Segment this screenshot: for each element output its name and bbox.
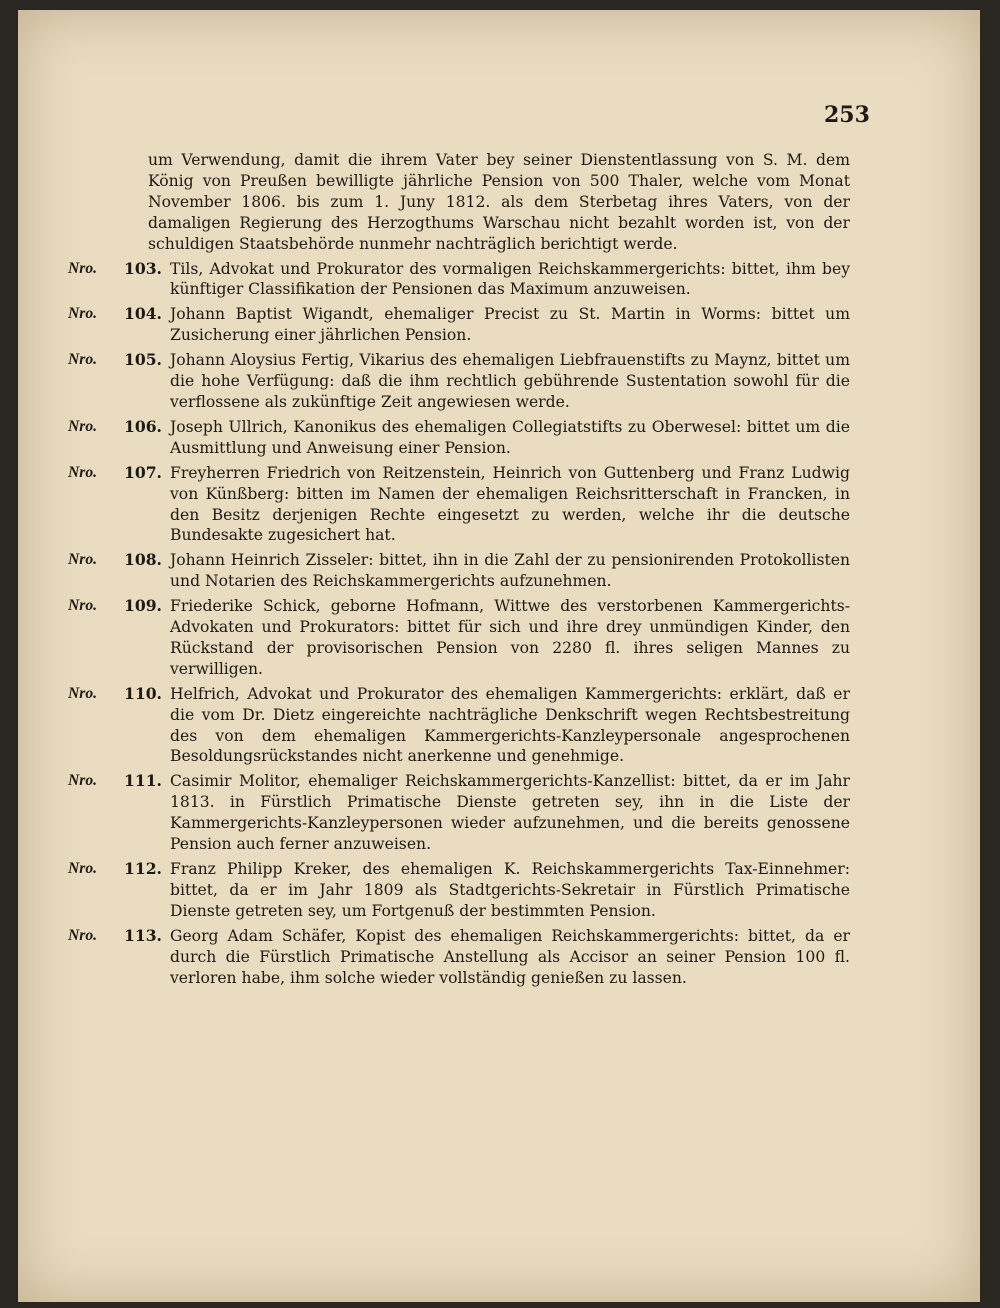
entry-prefix: Nro. <box>68 684 98 702</box>
entry-prefix: Nro. <box>68 860 98 877</box>
entry-number: 108. <box>124 550 162 570</box>
page-number: 253 <box>824 102 870 128</box>
continuation-paragraph <box>68 150 850 255</box>
entry-text: Freyherren Friedrich von Reitzenstein, Heinrich von Guttenberg und Franz Ludwig von Künßberg: bitten im Namen der ehemaligen Reichsritterschaft in Francken, in den Besitz derjenigen Rechte eingesetzt zu werden, welche ihr die deutsche Bundesakte zugesichert hat. <box>170 463 850 545</box>
entry-prefix: Nro. <box>68 259 98 277</box>
entry-number: 103. <box>124 258 162 278</box>
petition-entry <box>68 859 850 922</box>
entry-number: 104. <box>124 304 162 324</box>
entry-prefix: Nro. <box>68 305 98 323</box>
entry-text: Joseph Ullrich, Kanonikus des ehemaligen Collegiatstifts zu Oberwesel: bittet um die Ausmittlung und Anweisung einer Pension. <box>170 417 850 457</box>
petition-list <box>68 259 850 989</box>
entry-prefix: Nro. <box>68 926 98 944</box>
entry-prefix: Nro. <box>68 417 98 435</box>
entry-text: Georg Adam Schäfer, Kopist des ehemaligen Reichskammergerichts: bittet, da er durch die Fürstlich Primatische Anstellung als Accisor an seiner Pension 100 fl. verloren habe, ihm solche wieder vollständig genießen zu lassen. <box>170 926 850 987</box>
entry-prefix: Nro. <box>68 772 98 790</box>
petition-entry <box>68 596 850 680</box>
entry-prefix: Nro. <box>68 597 98 615</box>
entry-prefix: Nro. <box>68 351 98 369</box>
petition-entry <box>68 259 850 301</box>
entry-text: Friederike Schick, geborne Hofmann, Wittwe des verstorbenen Kammergerichts-Advokaten und Prokurators: bittet für sich und ihre drey unmündigen Kinder, den Rückstand der provisorischen Pension von 2280 fl. ihres seligen Mannes zu verwilligen. <box>170 597 850 678</box>
entry-text: Johann Baptist Wigandt, ehemaliger Precist zu St. Martin in Worms: bittet um Zusicherung einer jährlichen Pension. <box>170 305 850 345</box>
petition-entry <box>68 350 850 413</box>
entry-text: Tils, Advokat und Prokurator des vormaligen Reichskammergerichts: bittet, ihm bey künftiger Classifikation der Pensionen das Maximum anzuweisen. <box>170 259 850 299</box>
entry-prefix: Nro. <box>68 551 98 569</box>
petition-entry <box>68 684 850 768</box>
entry-text: Johann Aloysius Fertig, Vikarius des ehemaligen Liebfrauenstifts zu Maynz, bittet um die hohe Verfügung: daß die ihm rechtlich gebührende Sustentation sowohl für die verflossene als zukünftige Zeit angewiesen werde. <box>170 351 850 411</box>
petition-entry <box>68 926 850 989</box>
entry-number: 106. <box>124 416 162 436</box>
entry-prefix: Nro. <box>68 463 98 481</box>
entry-text: Franz Philipp Kreker, des ehemaligen K. Reichskammergerichts Tax-Einnehmer: bittet, da er im Jahr 1809 als Stadtgerichts-Sekretair in Fürstlich Primatische Dienste getreten sey, um Fortgenuß der bestimmten Pension. <box>170 860 850 920</box>
entry-text: Helfrich, Advokat und Prokurator des ehemaligen Kammergerichts: erklärt, daß er die vom Dr. Dietz eingereichte nachträgliche Denkschrift wegen Rechtsbestreitung des von dem ehemaligen Kammergerichts-Kanzleypersonale angesprochenen Besoldungsrückstandes nicht anerkenne und genehmige. <box>170 684 850 766</box>
entry-text: Casimir Molitor, ehemaliger Reichskammergerichts-Kanzellist: bittet, da er im Jahr 1813. in Fürstlich Primatische Dienste getreten sey, ihn in die Liste der Kammergerichts-Kanzleypersonen wieder aufzunehmen, und die bereits genossene Pension auch ferner anzuweisen. <box>170 772 850 854</box>
petition-entry <box>68 550 850 592</box>
entry-number: 110. <box>124 683 162 703</box>
entry-number: 111. <box>124 771 162 791</box>
entry-text: Johann Heinrich Zisseler: bittet, ihn in die Zahl der zu pensionirenden Protokollisten und Notarien des Reichskammergerichts aufzunehmen. <box>170 551 850 591</box>
entry-number: 113. <box>124 925 162 945</box>
petition-entry <box>68 463 850 547</box>
entry-number: 107. <box>124 462 162 482</box>
page-body <box>68 150 850 992</box>
petition-entry <box>68 417 850 459</box>
petition-entry <box>68 304 850 346</box>
entry-number: 105. <box>124 350 162 370</box>
entry-number: 109. <box>124 596 162 616</box>
book-page <box>18 10 980 1302</box>
entry-number: 112. <box>124 859 162 878</box>
petition-entry <box>68 771 850 855</box>
continuation-text: um Verwendung, damit die ihrem Vater bey seiner Dienstentlassung von S. M. dem König von Preußen bewilligte jährliche Pension von 500 Thaler, welche vom Monat November 1806. bis zum 1. Juny 1812. als dem Sterbetag ihres Vaters, von der damaligen Regierung des Herzogthums Warschau nicht bezahlt worden ist, von der schuldigen Staatsbehörde nunmehr nachträglich berichtigt werde. <box>148 151 850 253</box>
